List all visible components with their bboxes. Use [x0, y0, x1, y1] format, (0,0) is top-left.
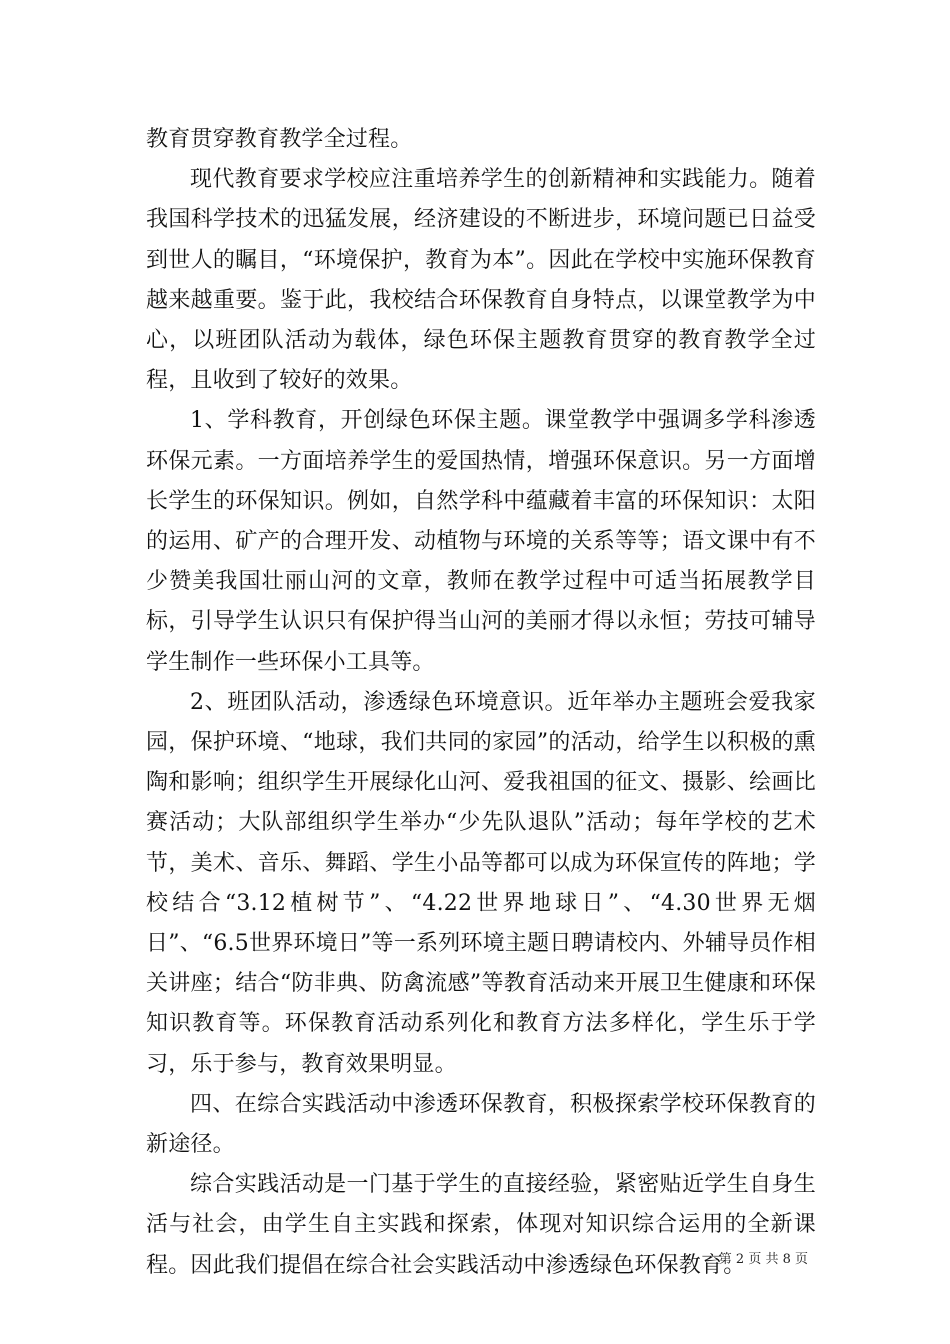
page-number-footer: 第 2 页 共 8 页	[718, 1252, 808, 1267]
paragraph-practice-activities: 综合实践活动是一门基于学生的直接经验，紧密贴近学生自身生活与社会，由学生自主实践和探索，体现对知识综合运用的全新课程。因此我们提倡在综合社会实践活动中渗透绿色环保教育。	[146, 1172, 816, 1278]
paragraph-intro: 现代教育要求学校应注重培养学生的创新精神和实践能力。随着我国科学技术的迅猛发展，经济建设的不断进步，环境问题已日益受到世人的瞩目，“环境保护，教育为本”。因此在学校中实施环保教育越来越重要。鉴于此，我校结合环保教育自身特点，以课堂教学为中心，以班团队活动为载体，绿色环保主题教育贯穿的教育教学全过程，且收到了较好的效果。	[146, 167, 816, 394]
paragraph-continuation: 教育贯穿教育教学全过程。	[146, 127, 413, 152]
paragraph-subject-education: 1、学科教育，开创绿色环保主题。课堂教学中强调多学科渗透环保元素。一方面培养学生的爱国热情，增强环保意识。另一方面增长学生的环保知识。例如，自然学科中蕴藏着丰富的环保知识：太阳的运用、矿产的合理开发、动植物与环境的关系等等；语文课中有不少赞美我国壮丽山河的文章，教师在教学过程中可适当拓展教学目标，引导学生认识只有保护得当山河的美丽才得以永恒；劳技可辅导学生制作一些环保小工具等。	[146, 408, 816, 675]
document-body	[146, 120, 816, 1286]
paragraph-class-activities: 2、班团队活动，渗透绿色环境意识。近年举办主题班会爱我家园，保护环境、“地球，我们共同的家园”的活动，给学生以积极的熏陶和影响；组织学生开展绿化山河、爱我祖国的征文、摄影、绘画比赛活动；大队部组织学生举办“少先队退队”活动；每年学校的艺术节，美术、音乐、舞蹈、学生小品等都可以成为环保宣传的阵地；学校结合“3.12植树节”、“4.22世界地球日”、“4.30世界无烟日”、“6.5世界环境日”等一系列环境主题日聘请校内、外辅导员作相关讲座；结合“防非典、防禽流感”等教育活动来开展卫生健康和环保知识教育等。环保教育活动系列化和教育方法多样化，学生乐于学习，乐于参与，教育效果明显。	[146, 689, 816, 1077]
section-heading-four: 四、在综合实践活动中渗透环保教育，积极探索学校环保教育的新途径。	[146, 1091, 816, 1158]
